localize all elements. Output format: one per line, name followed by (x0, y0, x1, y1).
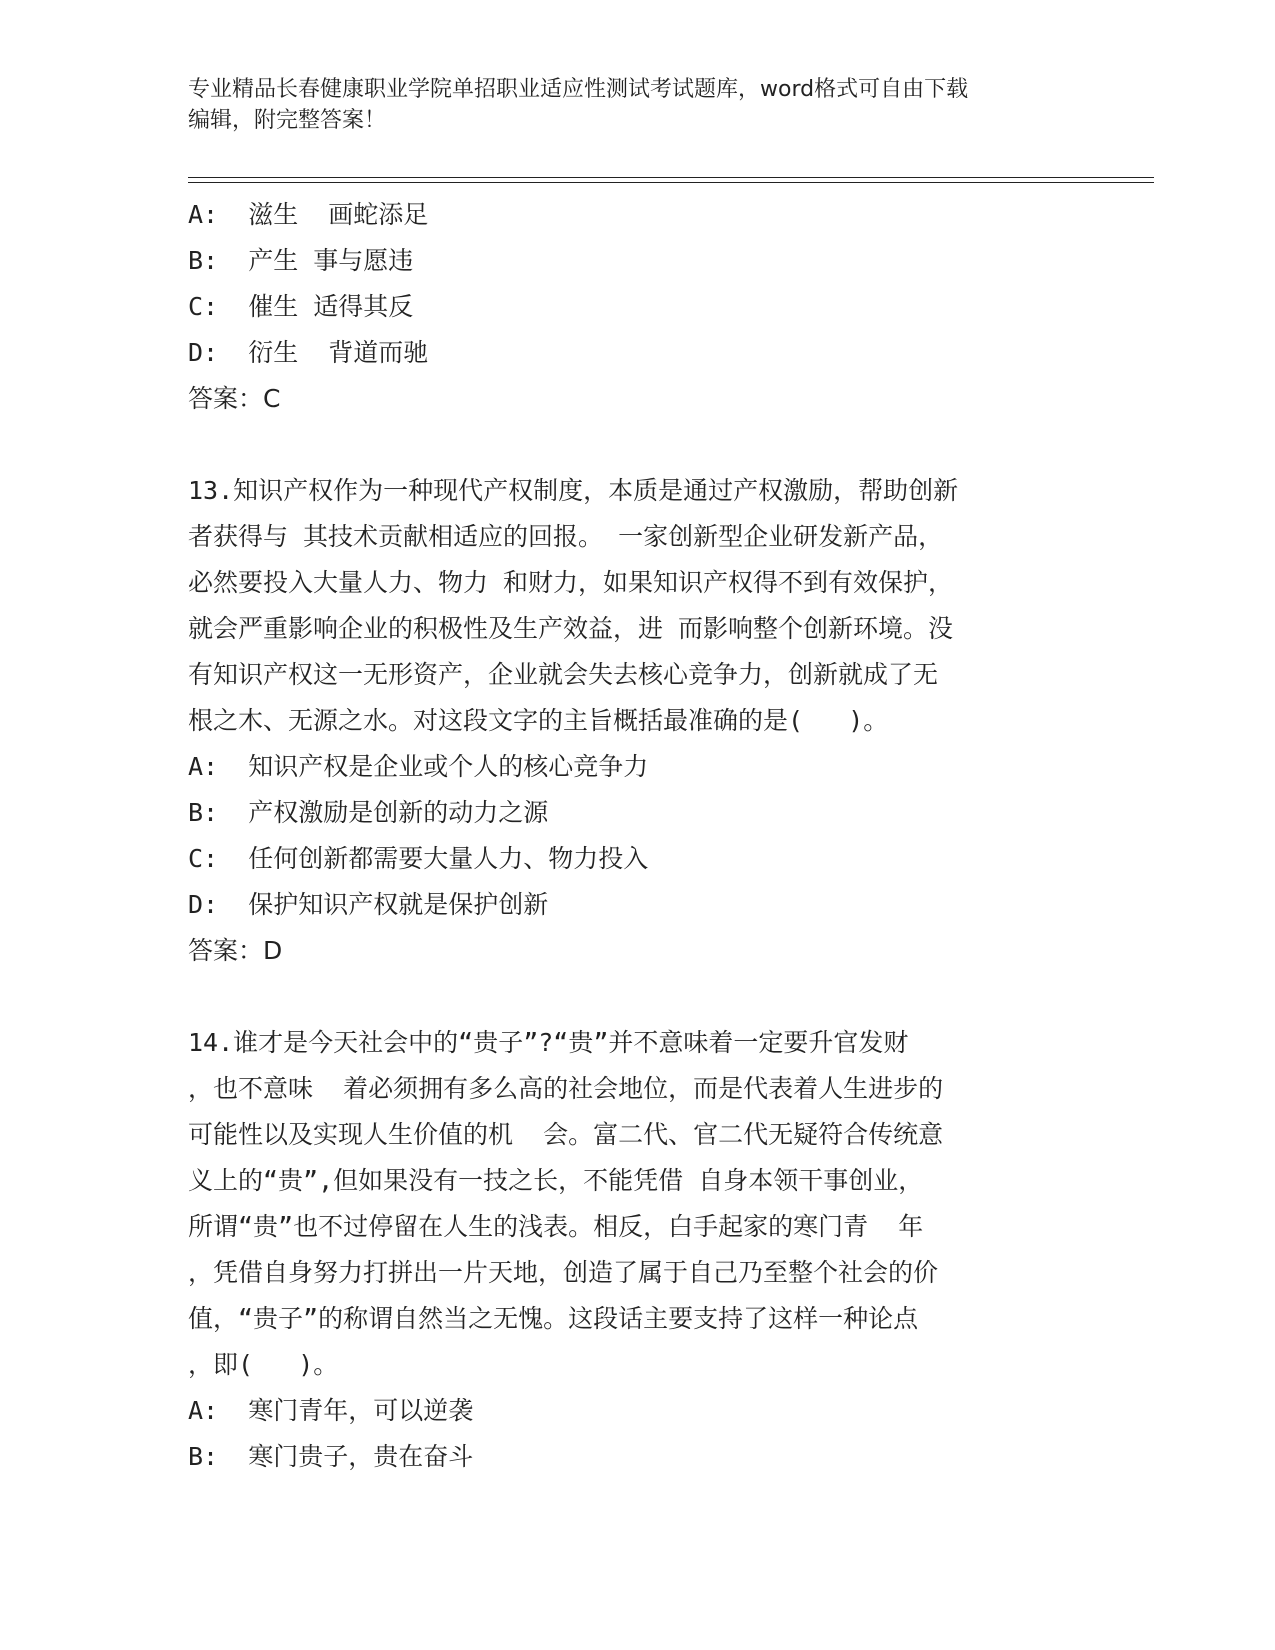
option-c: C: 催生 适得其反 (188, 292, 414, 321)
question-text-line: 所谓“贵”也不过停留在人生的浅表。相反，白手起家的寒门青 年 (188, 1212, 924, 1241)
option-d: D: 保护知识产权就是保护创新 (188, 890, 549, 919)
question-text-line: 值，“贵子”的称谓自然当之无愧。这段话主要支持了这样一种论点 (188, 1304, 919, 1333)
header-divider-bottom (188, 182, 1154, 183)
option-b: B: 产生 事与愿违 (188, 246, 414, 275)
question-text-line: 者获得与 其技术贡献相适应的回报。 一家创新型企业研发新产品， (188, 522, 944, 551)
question-text-line: 就会严重影响企业的积极性及生产效益，进 而影响整个创新环境。没 (188, 614, 954, 643)
question-text-line: ，即( )。 (188, 1350, 339, 1379)
question-13 (188, 468, 1088, 974)
question-text-line: 14.谁才是今天社会中的“贵子”?“贵”并不意味着一定要升官发财 (188, 1028, 909, 1057)
option-a: A: 知识产权是企业或个人的核心竞争力 (188, 752, 649, 781)
question-14 (188, 1020, 1088, 1480)
spacer (188, 422, 1088, 468)
answer: 答案：C (188, 384, 281, 413)
option-a: A: 滋生 画蛇添足 (188, 200, 429, 229)
question-text-line: 可能性以及实现人生价值的机 会。富二代、官二代无疑符合传统意 (188, 1120, 944, 1149)
question-12 (188, 192, 1088, 422)
header-line-1: 专业精品长春健康职业学院单招职业适应性测试考试题库，word格式可自由下载 (188, 77, 969, 102)
spacer (188, 974, 1088, 1020)
header-divider-top (188, 177, 1154, 178)
question-text-line: ，也不意味 着必须拥有多么高的社会地位，而是代表着人生进步的 (188, 1074, 944, 1103)
question-text-line: 根之木、无源之水。对这段文字的主旨概括最准确的是( )。 (188, 706, 889, 735)
question-text-line: 义上的“贵”,但如果没有一技之长，不能凭借 自身本领干事创业， (188, 1166, 924, 1195)
answer: 答案：D (188, 936, 283, 965)
option-a: A: 寒门青年，可以逆袭 (188, 1396, 474, 1425)
document-header (188, 74, 1088, 136)
option-b: B: 产权激励是创新的动力之源 (188, 798, 549, 827)
question-text-line: 必然要投入大量人力、物力 和财力，如果知识产权得不到有效保护， (188, 568, 954, 597)
option-b: B: 寒门贵子，贵在奋斗 (188, 1442, 474, 1471)
document-body (188, 192, 1088, 1480)
question-text-line: 13.知识产权作为一种现代产权制度，本质是通过产权激励，帮助创新 (188, 476, 959, 505)
question-text-line: ，凭借自身努力打拼出一片天地，创造了属于自己乃至整个社会的价 (188, 1258, 939, 1287)
question-text-line: 有知识产权这一无形资产，企业就会失去核心竞争力，创新就成了无 (188, 660, 939, 689)
header-line-2: 编辑，附完整答案！ (188, 108, 387, 133)
option-c: C: 任何创新都需要大量人力、物力投入 (188, 844, 649, 873)
option-d: D: 衍生 背道而驰 (188, 338, 429, 367)
